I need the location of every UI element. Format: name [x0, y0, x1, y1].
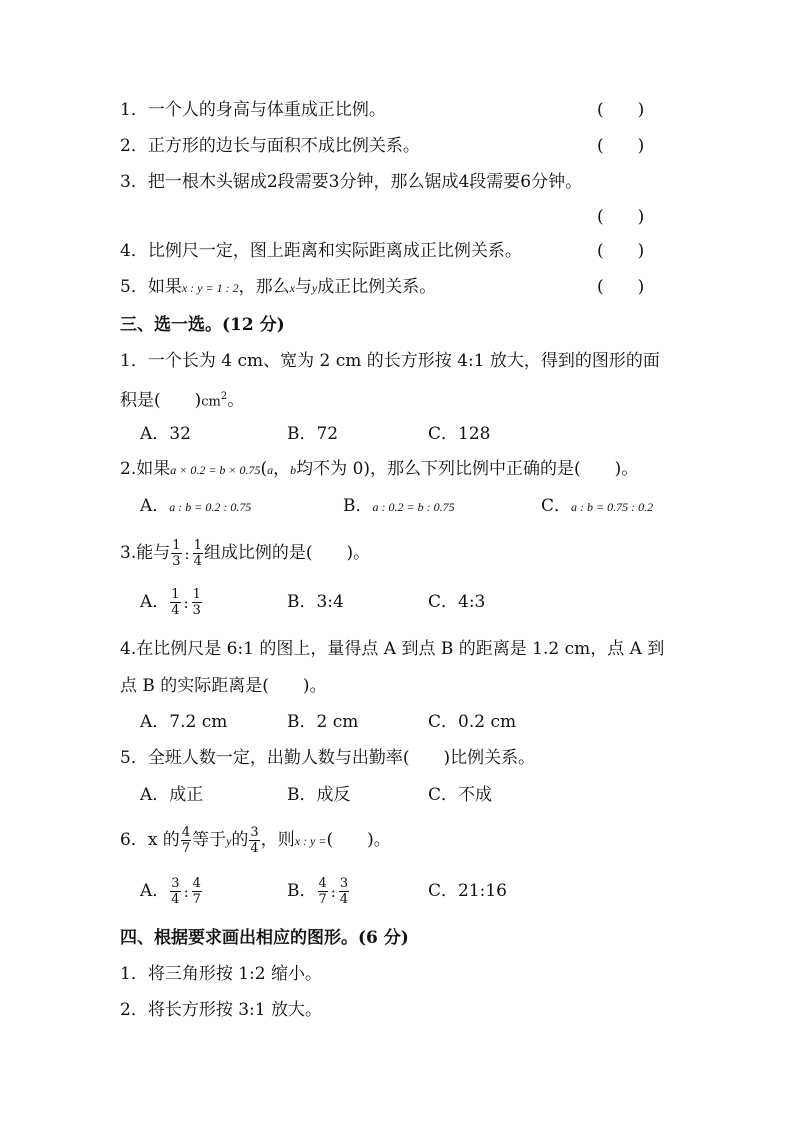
q6-a-f1-num: 3 [171, 876, 180, 891]
q6-fraction-2 [249, 825, 259, 856]
q2-option-a[interactable] [140, 495, 251, 518]
q6-b-fraction-2 [339, 876, 349, 907]
q6-option-a[interactable] [140, 874, 203, 909]
q2-post: 均不为 0)，那么下列比例中正确的是( )。 [296, 459, 639, 479]
q6-mid: 等于 [192, 830, 227, 850]
var-a: a [267, 463, 274, 477]
q6-a-f2-den: 7 [192, 892, 201, 907]
q5-option-a[interactable]: A．成正 [140, 785, 204, 805]
judge-item-2: 2．正方形的边长与面积不成比例关系。 [120, 136, 420, 156]
q6-f1-num: 4 [181, 825, 191, 840]
colon: : [183, 593, 189, 612]
q4-option-a[interactable]: A．7.2 cm [140, 712, 228, 732]
q3-a-fraction-1 [170, 587, 180, 618]
judge-item-5-post: 成正比例关系。 [317, 277, 437, 297]
q3-stem [120, 536, 370, 571]
q3-f1-den: 3 [172, 554, 181, 569]
q4-line1: 4.在比例尺是 6:1 的图上，量得点 A 到点 B 的距离是 1.2 cm，点 A 到 [120, 639, 665, 659]
var-y: y [226, 834, 232, 848]
var-b: b [290, 463, 297, 477]
q3-fraction-2 [193, 538, 203, 569]
q3-option-a[interactable] [140, 585, 203, 620]
q3-pre: 3.能与 [120, 543, 171, 563]
q2-comma: ， [273, 459, 291, 479]
q1-option-c[interactable]: C．128 [428, 424, 491, 444]
colon: : [183, 882, 189, 901]
q3-a-f2-den: 3 [192, 603, 201, 618]
q6-a-fraction-2 [192, 876, 202, 907]
ratio-expression: x : y = 1 : 2 [181, 281, 239, 295]
q6-a-f1-den: 4 [171, 892, 180, 907]
q6-option-b-label: B． [287, 881, 317, 901]
judge-item-5-pre: 5．如果 [120, 277, 182, 297]
q6-b-f2-num: 3 [339, 876, 349, 891]
q3-a-f2-num: 1 [192, 587, 201, 602]
q3-fraction-1 [171, 538, 181, 569]
q3-option-c[interactable]: C．4:3 [428, 592, 486, 612]
judge-answer-5[interactable]: ( ) [597, 277, 645, 297]
q6-stem [120, 823, 391, 858]
judge-item-5-mid: ，那么 [238, 277, 290, 297]
judge-item-1: 1．一个人的身高与体重成正比例。 [120, 100, 386, 120]
judge-answer-1[interactable]: ( ) [597, 100, 645, 120]
q6-f2-den: 4 [250, 841, 259, 856]
judge-answer-2[interactable]: ( ) [597, 136, 645, 156]
q3-f2-den: 4 [193, 554, 202, 569]
q1-line2 [120, 386, 244, 414]
q2-option-a-math: a : b = 0.2 : 0.75 [169, 500, 252, 514]
q6-option-a-label: A． [140, 881, 170, 901]
var-x: x [289, 281, 295, 295]
q3-option-a-label: A． [140, 592, 170, 612]
q5-option-b[interactable]: B．成反 [287, 785, 351, 805]
q4-option-c[interactable]: C．0.2 cm [428, 712, 517, 732]
q5-stem: 5．全班人数一定，出勤人数与出勤率( )比例关系。 [120, 748, 536, 768]
q6-b-fraction-1 [318, 876, 328, 907]
q2-option-c-math: a : b = 0.75 : 0.2 [571, 500, 654, 514]
q4-option-b[interactable]: B．2 cm [287, 712, 359, 732]
q3-a-f1-den: 4 [171, 603, 180, 618]
q3-f1-num: 1 [172, 538, 181, 553]
q3-a-fraction-2 [192, 587, 202, 618]
var-y: y [311, 281, 318, 295]
q6-ze: ，则 [260, 830, 295, 850]
section-3-title: 三、选一选。(12 分) [120, 315, 285, 335]
q3-option-b[interactable]: B．3:4 [287, 592, 344, 612]
q6-f2-num: 3 [250, 825, 259, 840]
q2-option-c[interactable] [541, 495, 653, 518]
q2-option-c-label: C． [541, 496, 572, 516]
q1-line2-pre: 积是( ) [120, 390, 202, 411]
q2-option-b-label: B． [343, 496, 373, 516]
q1-option-b[interactable]: B．72 [287, 424, 339, 444]
q3-a-f1-num: 1 [171, 587, 180, 602]
q2-option-b-math: a : 0.2 = b : 0.75 [372, 500, 455, 514]
q6-b-f1-num: 4 [318, 876, 327, 891]
q2-option-b[interactable] [343, 495, 455, 518]
judge-item-3: 3．把一根木头锯成2段需要3分钟，那么锯成4段需要6分钟。 [120, 172, 583, 192]
q1-unit-sup: 2 [220, 391, 228, 402]
q6-de: 的 [231, 830, 249, 850]
q6-f1-den: 7 [181, 841, 191, 856]
q6-fraction-1 [181, 825, 191, 856]
q1-unit: cm [201, 394, 221, 410]
q6-ratio: x : y = [294, 834, 327, 848]
colon: : [184, 544, 190, 563]
q2-stem [120, 458, 638, 481]
section-4-item-2: 2．将长方形按 3:1 放大。 [120, 1000, 322, 1020]
judge-item-5 [120, 276, 436, 299]
q2-open-paren: ( [260, 459, 268, 479]
colon: : [330, 882, 336, 901]
judge-answer-3[interactable]: ( ) [597, 207, 645, 227]
q5-option-c[interactable]: C．不成 [428, 785, 493, 805]
q6-b-f2-den: 4 [339, 892, 349, 907]
section-4-item-1: 1．将三角形按 1:2 缩小。 [120, 964, 322, 984]
q2-equation: a × 0.2 = b × 0.75 [170, 463, 261, 477]
judge-answer-4[interactable]: ( ) [597, 241, 645, 261]
q6-post: ( )。 [326, 830, 391, 850]
judge-item-5-and: 与 [294, 277, 312, 297]
q6-option-c[interactable]: C．21:16 [428, 881, 507, 901]
q2-pre: 2.如果 [120, 459, 171, 479]
q6-a-fraction-1 [170, 876, 180, 907]
q3-f2-num: 1 [193, 538, 202, 553]
q1-line2-post: 。 [227, 390, 245, 411]
q6-a-f2-num: 4 [192, 876, 201, 891]
q6-option-b[interactable] [287, 874, 350, 909]
q6-pre: 6．x 的 [120, 830, 180, 850]
q1-line1: 1．一个长为 4 cm、宽为 2 cm 的长方形按 4:1 放大，得到的图形的面 [120, 351, 660, 371]
q6-b-f1-den: 7 [318, 892, 327, 907]
q3-post: 组成比例的是( )。 [203, 543, 371, 563]
section-4-title: 四、根据要求画出相应的图形。(6 分) [120, 928, 409, 948]
q4-line2: 点 B 的实际距离是( )。 [120, 676, 327, 696]
q1-option-a[interactable]: A．32 [140, 424, 191, 444]
judge-item-4: 4．比例尺一定，图上距离和实际距离成正比例关系。 [120, 241, 522, 261]
q2-option-a-label: A． [140, 496, 170, 516]
